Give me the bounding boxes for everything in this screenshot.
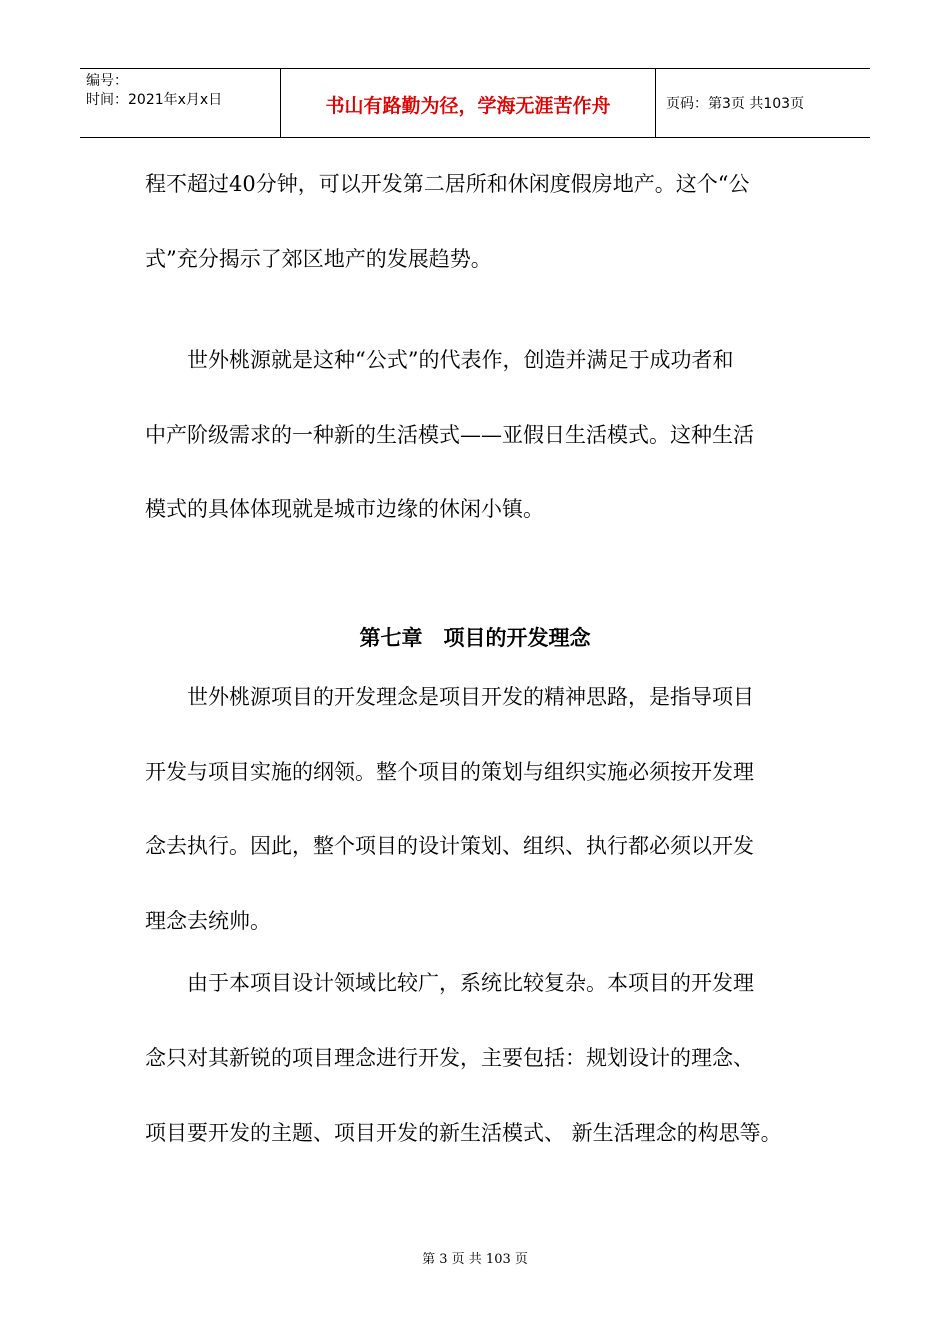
paragraph-line: 世外桃源就是这种“公式”的代表作，创造并满足于成功者和 — [145, 348, 734, 372]
chapter-heading: 第七章 项目的开发理念 — [359, 626, 591, 650]
paragraph-line: 模式的具体体现就是城市边缘的休闲小镇。 — [145, 497, 544, 521]
paragraph-line: 由于本项目设计领域比较广，系统比较复杂。本项目的开发理 — [145, 971, 754, 995]
paragraph-line: 世外桃源项目的开发理念是项目开发的精神思路，是指导项目 — [145, 685, 754, 709]
header-motto: 书山有路勤为径，学海无涯苦作舟 — [281, 69, 656, 137]
paragraph-line: 项目要开发的主题、项目开发的新生活模式、 新生活理念的构思等。 — [145, 1121, 782, 1145]
header-page-info: 页码：第3页 共103页 — [666, 96, 805, 112]
page-footer: 第 3 页 共 103 页 — [422, 1252, 528, 1267]
paragraph-line: 中产阶级需求的一种新的生活模式——亚假日生活模式。这种生活 — [145, 423, 754, 447]
page-header — [80, 68, 870, 138]
paragraph-line: 开发与项目实施的纲领。整个项目的策划与组织实施必须按开发理 — [145, 760, 754, 784]
paragraph-line: 程不超过40分钟，可以开发第二居所和休闲度假房地产。这个“公 — [145, 172, 750, 196]
paragraph-line: 念去执行。因此，整个项目的设计策划、组织、执行都必须以开发 — [145, 834, 754, 858]
header-meta — [80, 69, 281, 137]
paragraph-line: 念只对其新锐的项目理念进行开发，主要包括：规划设计的理念、 — [145, 1046, 754, 1070]
document-number-label: 编号： — [86, 73, 128, 89]
paragraph-line: 式”充分揭示了郊区地产的发展趋势。 — [145, 247, 492, 271]
paragraph-line: 理念去统帅。 — [145, 909, 271, 933]
document-date-label: 时间：2021年x月x日 — [86, 92, 223, 108]
